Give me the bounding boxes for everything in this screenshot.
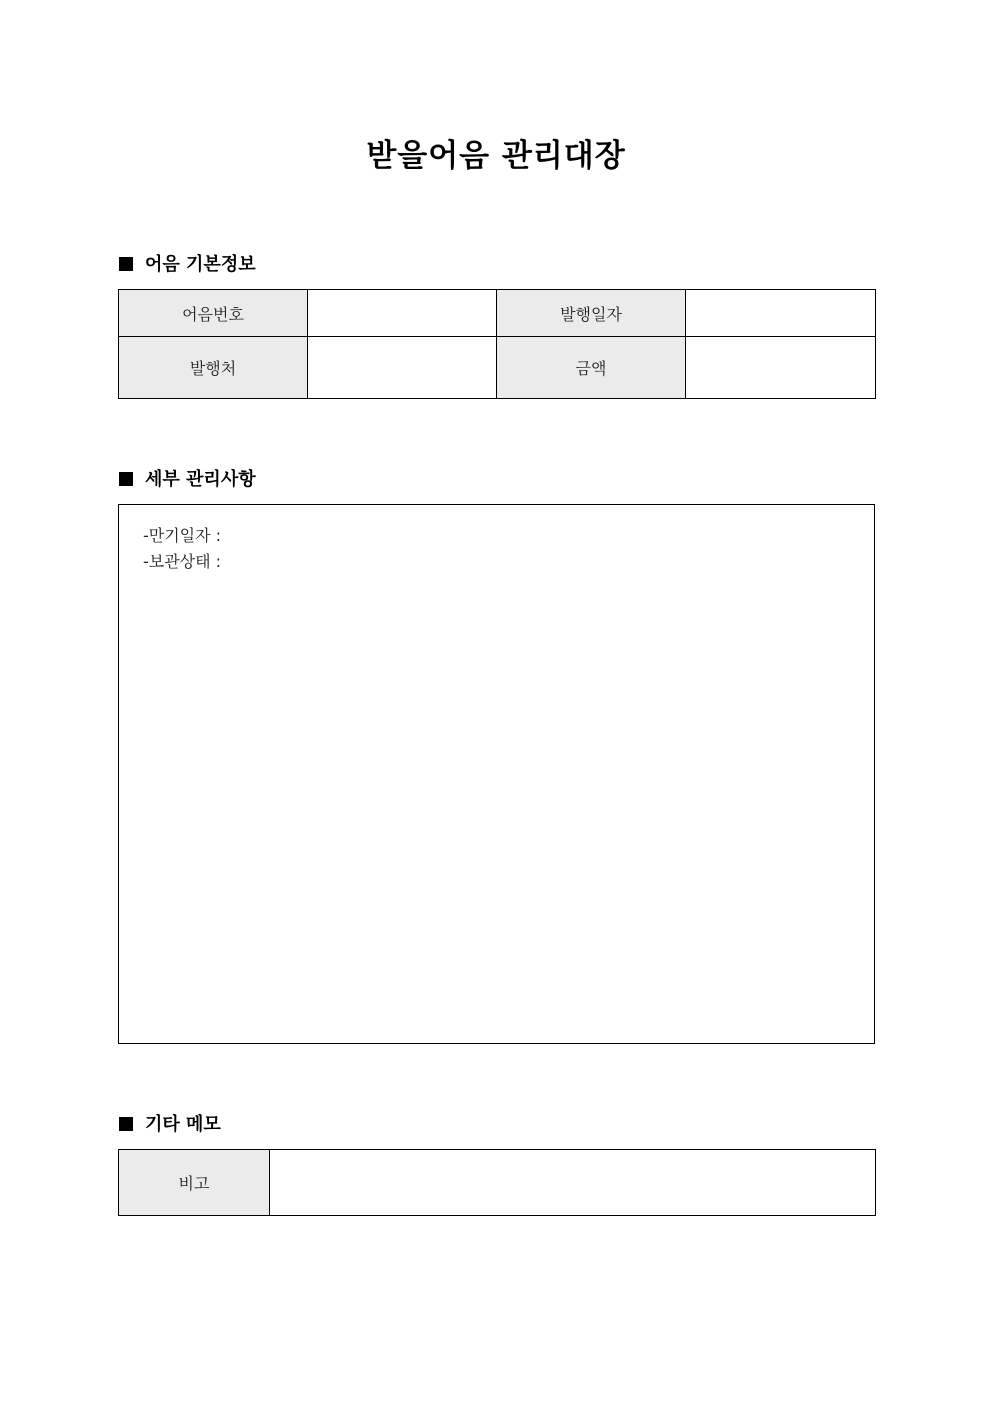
issuer-field[interactable] (308, 337, 497, 399)
section-heading-memo (119, 1112, 221, 1138)
amount-field[interactable] (686, 337, 876, 399)
bill-number-label: 어음번호 (119, 290, 308, 337)
basic-info-table (118, 289, 876, 399)
maturity-date-line (143, 525, 221, 547)
issue-date-field[interactable] (686, 290, 876, 337)
page-title: 받을어음 관리대장 (366, 138, 626, 174)
table-row (119, 290, 876, 337)
amount-label: 금액 (497, 337, 686, 399)
storage-status-label: -보관상태 : (143, 552, 222, 571)
maturity-date-label: -만기일자 : (143, 526, 222, 545)
bill-number-field[interactable] (308, 290, 497, 337)
square-bullet-icon (119, 1117, 133, 1131)
section-heading-details (119, 467, 256, 493)
section-heading-label: 세부 관리사항 (145, 469, 256, 490)
remarks-label: 비고 (119, 1150, 270, 1216)
section-heading-label: 어음 기본정보 (145, 254, 256, 275)
storage-status-line (143, 551, 221, 573)
issuer-label: 발행처 (119, 337, 308, 399)
table-row (119, 1150, 876, 1216)
square-bullet-icon (119, 472, 133, 486)
table-row (119, 337, 876, 399)
section-heading-basic-info (119, 252, 256, 278)
remarks-field[interactable] (270, 1150, 876, 1216)
section-heading-label: 기타 메모 (145, 1114, 221, 1135)
details-box[interactable] (118, 504, 875, 1044)
square-bullet-icon (119, 257, 133, 271)
memo-table (118, 1149, 876, 1216)
issue-date-label: 발행일자 (497, 290, 686, 337)
